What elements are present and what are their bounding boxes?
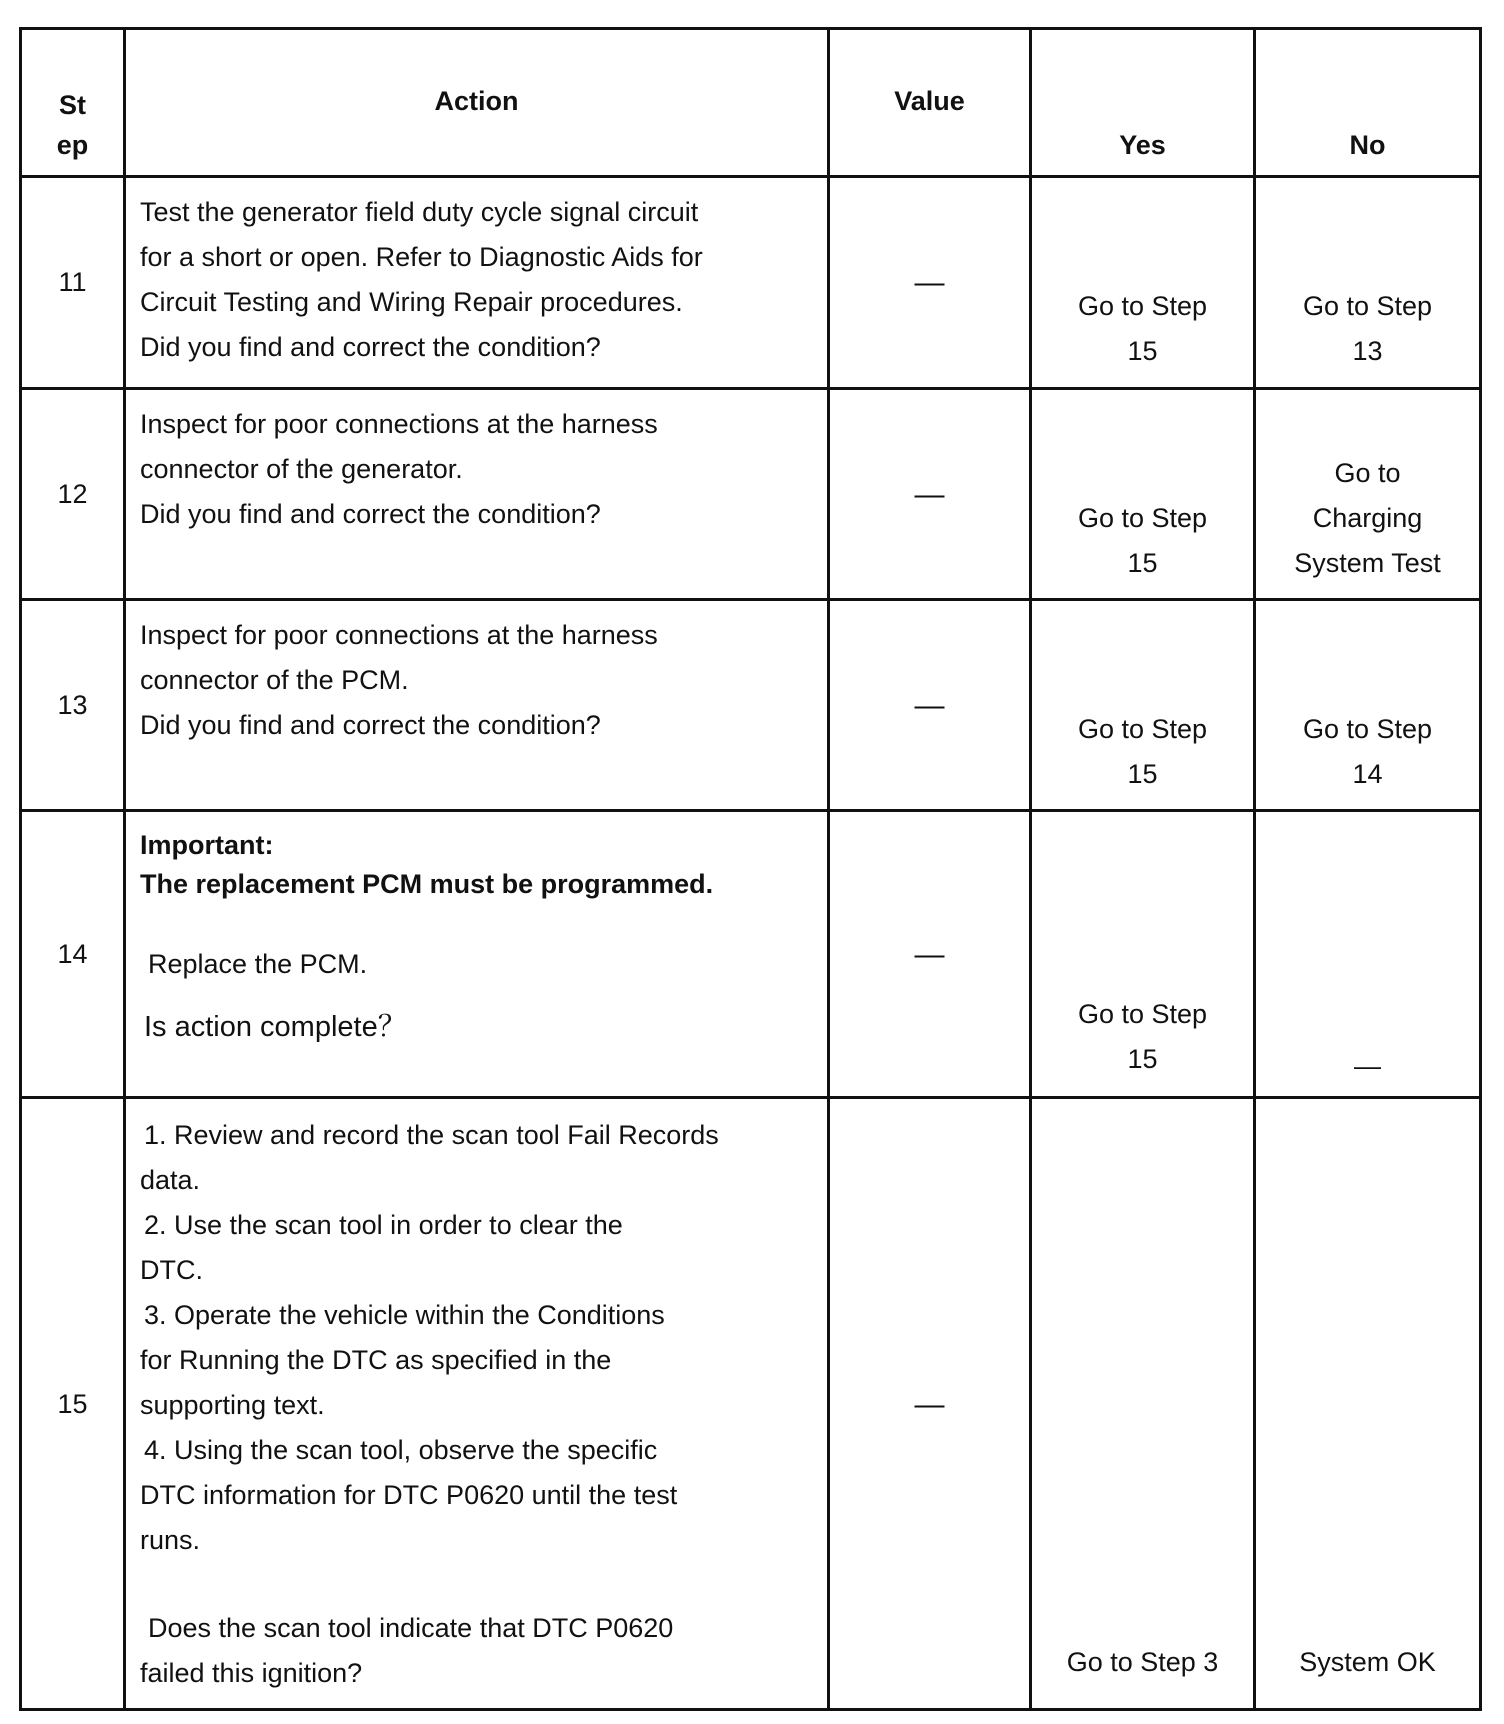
action-cell: Inspect for poor connections at the harness connector of the generator. Did you find and correct the condition? xyxy=(125,389,829,600)
table-row xyxy=(21,600,1481,811)
header-step: St ep xyxy=(21,29,125,177)
header-value: Value xyxy=(829,29,1031,177)
no-cell: Go to Step 13 xyxy=(1255,177,1481,389)
value-cell: — xyxy=(829,389,1031,600)
yes-cell: Go to Step 15 xyxy=(1031,811,1255,1098)
header-yes: Yes xyxy=(1031,29,1255,177)
yes-cell: Go to Step 3 xyxy=(1031,1098,1255,1710)
table-row xyxy=(21,1098,1481,1710)
action-cell: Inspect for poor connections at the harness connector of the PCM. Did you find and correct the condition? xyxy=(125,600,829,811)
step-cell: 11 xyxy=(21,177,125,389)
action-cell: Important: The replacement PCM must be programmed. Replace the PCM. Is action complete？ xyxy=(125,811,829,1098)
step-cell: 14 xyxy=(21,811,125,1098)
step-cell: 12 xyxy=(21,389,125,600)
header-action: Action xyxy=(125,29,829,177)
diagnostic-table xyxy=(19,27,1482,1711)
important-note: The replacement PCM must be programmed. xyxy=(140,869,714,899)
header-no: No xyxy=(1255,29,1481,177)
action-cell: 1. Review and record the scan tool Fail Records data. 2. Use the scan tool in order to clear the DTC. 3. Operate the vehicle within the Conditions for Running the DTC as specified in the supporting text. 4. Using the scan tool, observe the specific DTC information for DTC P0620 until the test runs. Does the scan tool indicate that DTC P0620 failed this ignition? xyxy=(125,1098,829,1710)
value-cell: — xyxy=(829,1098,1031,1710)
step-cell: 15 xyxy=(21,1098,125,1710)
value-cell: — xyxy=(829,177,1031,389)
step-cell: 13 xyxy=(21,600,125,811)
table-row xyxy=(21,177,1481,389)
table-row xyxy=(21,811,1481,1098)
action-cell: Test the generator field duty cycle signal circuit for a short or open. Refer to Diagnostic Aids for Circuit Testing and Wiring Repair procedures. Did you find and correct the condition? xyxy=(125,177,829,389)
yes-cell: Go to Step 15 xyxy=(1031,389,1255,600)
important-label: Important: xyxy=(140,830,274,860)
no-cell: Go to Charging System Test xyxy=(1255,389,1481,600)
no-cell: System OK xyxy=(1255,1098,1481,1710)
value-cell: — xyxy=(829,811,1031,1098)
header-row xyxy=(21,29,1481,177)
yes-cell: Go to Step 15 xyxy=(1031,600,1255,811)
table-row xyxy=(21,389,1481,600)
no-cell: — xyxy=(1255,811,1481,1098)
no-cell: Go to Step 14 xyxy=(1255,600,1481,811)
yes-cell: Go to Step 15 xyxy=(1031,177,1255,389)
value-cell: — xyxy=(829,600,1031,811)
